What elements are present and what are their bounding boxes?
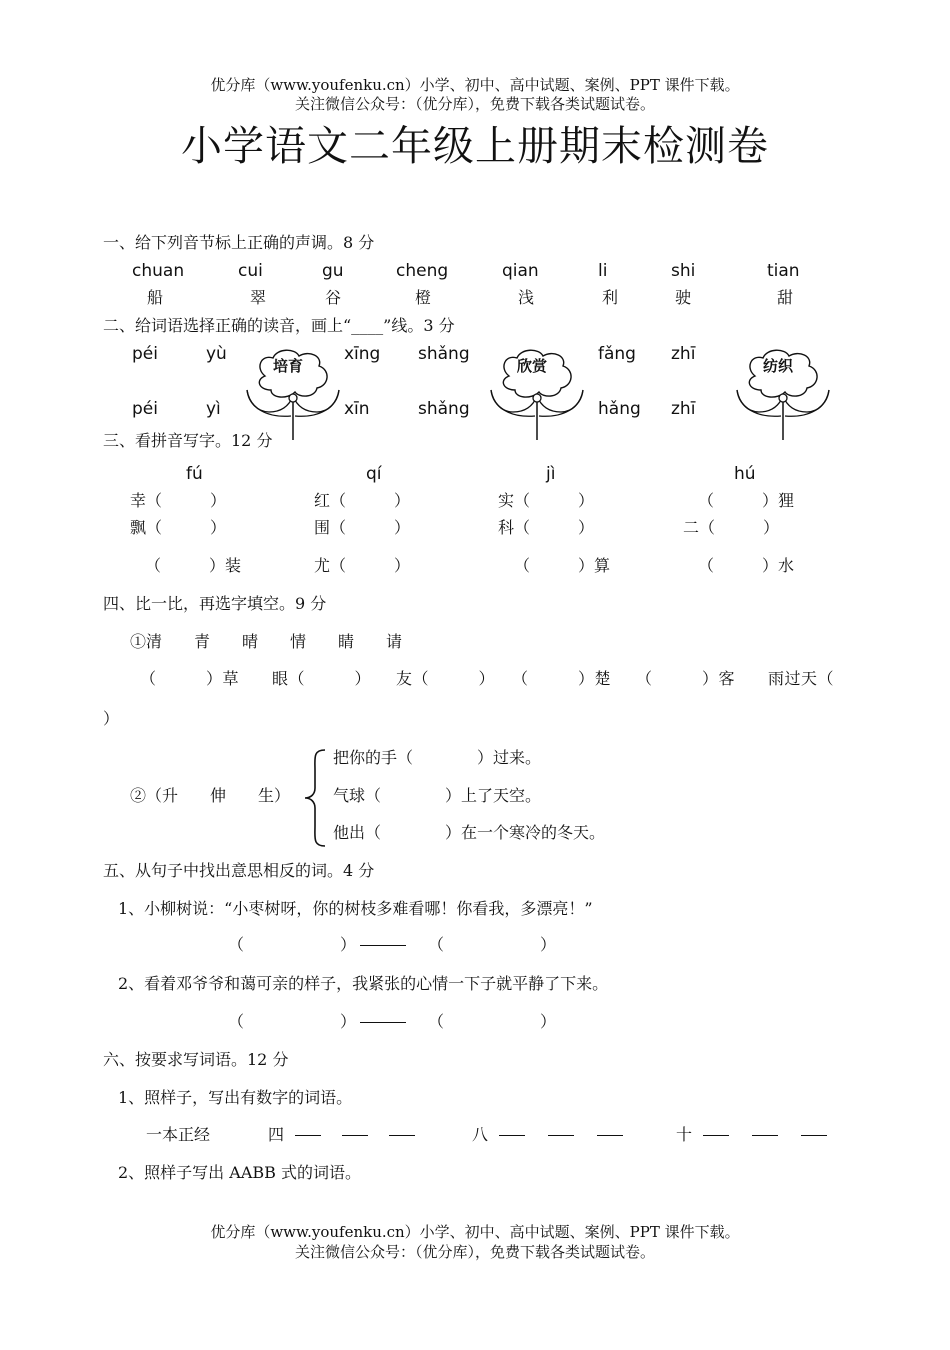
s3-blank[interactable]: （ ）算 (514, 556, 611, 575)
footer-line-2: 关注微信公众号：（优分库），免费下载各类试题试卷。 (294, 1243, 655, 1261)
brace-icon (303, 748, 329, 848)
s2-pinyin-top[interactable]: fǎng (598, 344, 636, 364)
s6-question-2: 2、照样子写出 AABB 式的词语。 (118, 1163, 361, 1182)
s1-pinyin: li (598, 261, 608, 281)
s1-char: 浅 (518, 288, 535, 307)
flower-illustration (733, 346, 833, 441)
s4-fill-line[interactable]: （ ）草 眼（ ） 友（ ） （ ）楚 （ ）客 雨过天（ (140, 669, 835, 688)
paren-close: ） (540, 935, 557, 954)
s5-question-2: 2、看着邓爷爷和蔼可亲的样子，我紧张的心情一下子就平静了下来。 (118, 974, 609, 993)
s2-pinyin-bottom[interactable]: zhī (671, 399, 696, 419)
s2-pinyin-top[interactable]: péi (132, 344, 158, 364)
paren-open: （ (428, 1012, 445, 1031)
s5-answer-2[interactable] (228, 1012, 556, 1032)
section-6-heading: 六、按要求写词语。12 分 (103, 1050, 289, 1069)
s2-pinyin-top[interactable]: xīng (344, 344, 381, 364)
paren-open: （ (428, 935, 445, 954)
s4-sentence[interactable]: 把你的手（ ）过来。 (333, 748, 542, 767)
s6-start-char: 十 (676, 1125, 693, 1144)
section-3-heading: 三、看拼音写字。12 分 (103, 431, 273, 450)
s1-pinyin: chuan (132, 261, 185, 281)
s3-pinyin: qí (366, 464, 382, 484)
s6-number-word[interactable] (676, 1125, 827, 1145)
s5-answer-1[interactable] (228, 935, 556, 955)
s1-char: 甜 (777, 288, 794, 307)
s3-blank[interactable]: （ ）水 (698, 556, 795, 575)
section-4-heading: 四、比一比，再选字填空。9 分 (103, 594, 327, 613)
page-title: 小学语文二年级上册期末检测卷 (181, 122, 769, 170)
header-line-1: 优分库（www.youfenku.cn）小学、初中、高中试题、案例、PPT 课件下载。 (210, 76, 740, 94)
s3-blank[interactable]: 幸（ ） (130, 491, 227, 510)
s4-option-2: ②（升 伸 生） (130, 786, 291, 805)
flower-word: 纺织 (762, 357, 793, 375)
section-5-heading: 五、从句子中找出意思相反的词。4 分 (103, 861, 375, 880)
s1-pinyin: shi (671, 261, 696, 281)
s1-char: 驶 (675, 288, 692, 307)
s4-fill-close: ） (103, 709, 120, 728)
s1-char: 谷 (325, 288, 342, 307)
footer-line-1: 优分库（www.youfenku.cn）小学、初中、高中试题、案例、PPT 课件下载。 (210, 1223, 740, 1241)
s3-blank[interactable]: 围（ ） (314, 518, 411, 537)
s2-pinyin-top[interactable]: zhī (671, 344, 696, 364)
s3-blank[interactable]: （ ）装 (145, 556, 242, 575)
s6-number-word[interactable] (472, 1125, 623, 1145)
s6-start-char: 八 (472, 1125, 489, 1144)
s2-pinyin-bottom[interactable]: hǎng (598, 399, 641, 419)
s4-sentence[interactable]: 气球（ ）上了天空。 (333, 786, 542, 805)
s3-pinyin: fú (186, 464, 203, 484)
s1-char: 利 (602, 288, 619, 307)
s1-pinyin: gu (322, 261, 344, 281)
s6-question-1: 1、照样子，写出有数字的词语。 (118, 1088, 353, 1107)
s3-blank[interactable]: 二（ ） (683, 518, 780, 537)
s3-pinyin: jì (546, 464, 556, 484)
s1-pinyin: cui (238, 261, 263, 281)
s2-pinyin-top[interactable]: shǎng (418, 344, 470, 364)
paren-close: ） (340, 935, 357, 954)
s2-pinyin-top[interactable]: yù (206, 344, 227, 364)
s3-blank[interactable]: 科（ ） (498, 518, 595, 537)
s1-char: 翠 (250, 288, 267, 307)
paren-open: （ (228, 935, 245, 954)
s5-question-1: 1、小柳树说：“小枣树呀，你的树枝多难看哪！你看我，多漂亮！” (118, 899, 593, 918)
header-line-2: 关注微信公众号：（优分库），免费下载各类试题试卷。 (294, 95, 655, 113)
s1-char: 橙 (415, 288, 432, 307)
s6-example: 一本正经 (146, 1125, 211, 1144)
flower-word: 欣赏 (516, 357, 547, 375)
section-1-heading: 一、给下列音节标上正确的声调。8 分 (103, 233, 375, 252)
s2-pinyin-bottom[interactable]: shǎng (418, 399, 470, 419)
paren-open: （ (228, 1012, 245, 1031)
s1-char: 船 (147, 288, 164, 307)
s1-pinyin: tian (767, 261, 800, 281)
flower-illustration (243, 346, 343, 441)
s6-start-char: 四 (268, 1125, 285, 1144)
paren-close: ） (540, 1012, 557, 1031)
s2-pinyin-bottom[interactable]: yì (206, 399, 221, 419)
s6-number-word[interactable] (268, 1125, 415, 1145)
s2-pinyin-bottom[interactable]: xīn (344, 399, 370, 419)
flower-illustration (487, 346, 587, 441)
s2-pinyin-bottom[interactable]: péi (132, 399, 158, 419)
s4-sentence[interactable]: 他出（ ）在一个寒冷的冬天。 (333, 823, 606, 842)
flower-word: 培育 (272, 357, 303, 375)
s3-blank[interactable]: 红（ ） (314, 491, 411, 510)
s3-blank[interactable]: 尤（ ） (314, 556, 411, 575)
s3-blank[interactable]: （ ）狸 (698, 491, 795, 510)
s3-pinyin: hú (734, 464, 756, 484)
paren-close: ） (340, 1012, 357, 1031)
s4-char-options: ①清 青 晴 情 睛 请 (130, 632, 403, 651)
s3-blank[interactable]: 飘（ ） (130, 518, 227, 537)
s1-pinyin: qian (502, 261, 539, 281)
s3-blank[interactable]: 实（ ） (498, 491, 595, 510)
section-2-heading: 二、给词语选择正确的读音，画上“____”线。3 分 (103, 316, 455, 335)
s1-pinyin: cheng (396, 261, 449, 281)
